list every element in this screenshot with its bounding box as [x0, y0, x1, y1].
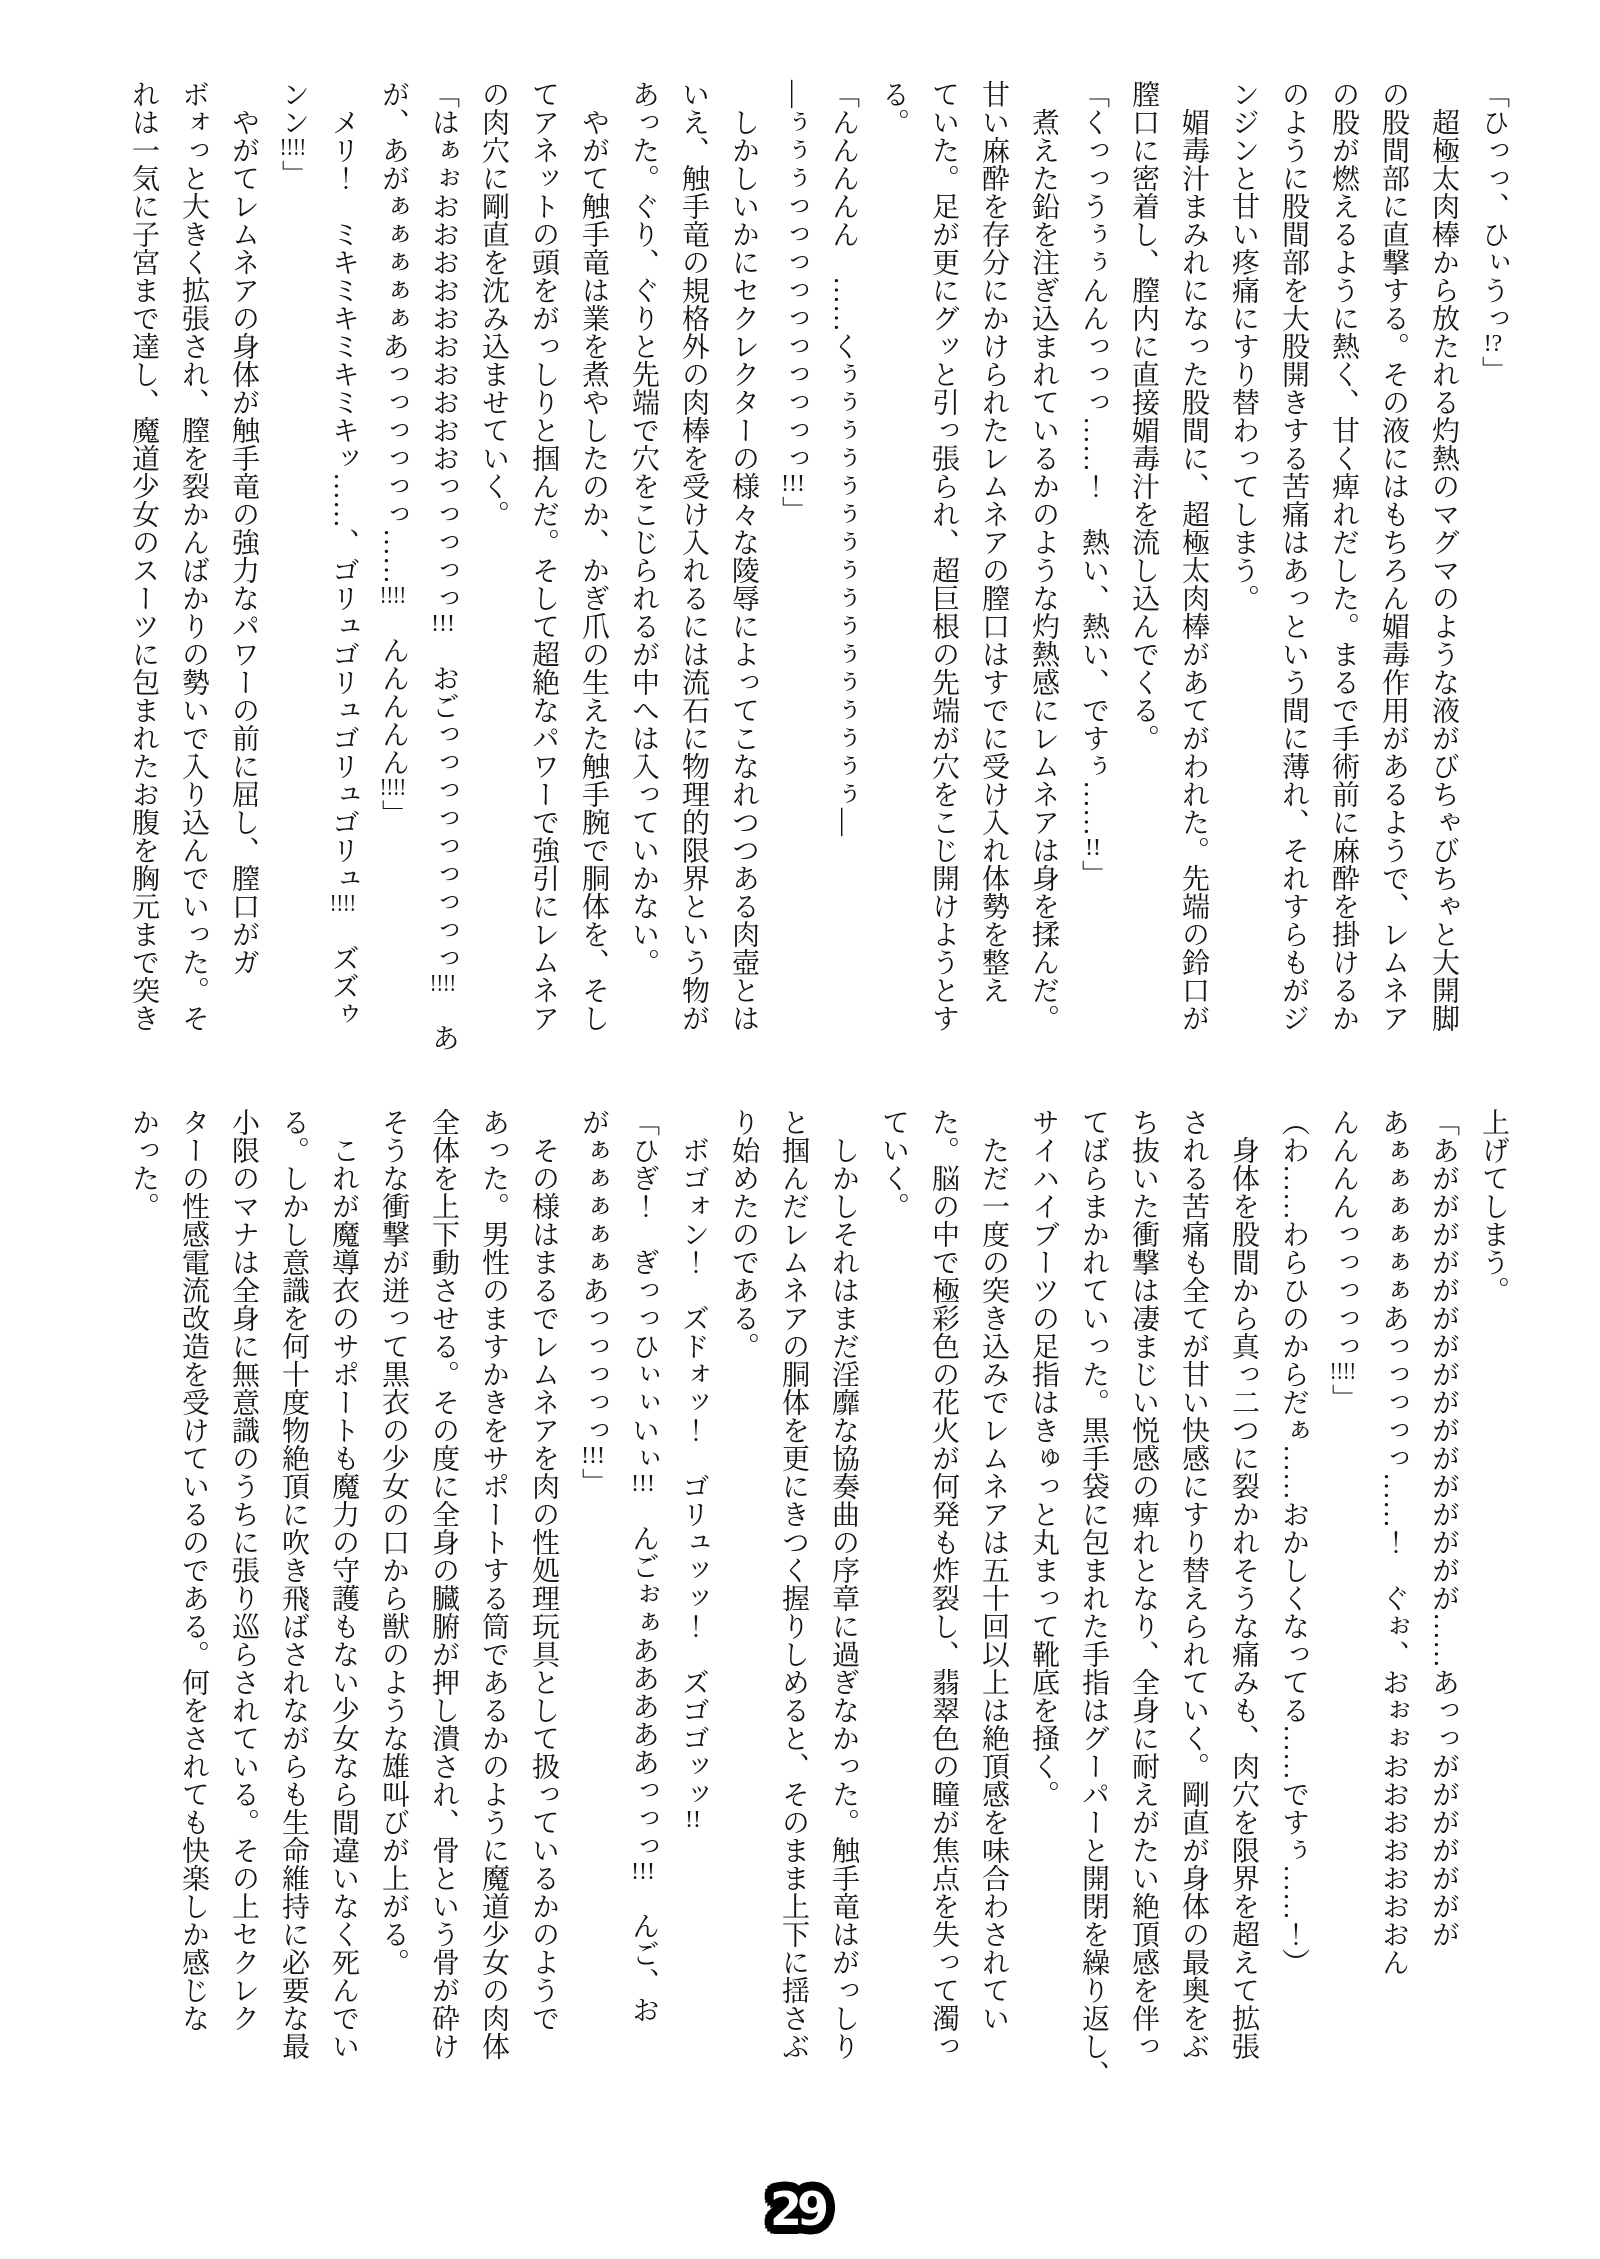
tatechuyoko-exclamation: !!!!: [279, 136, 307, 160]
tatechuyoko-exclamation: !!!: [431, 612, 455, 636]
text-line: 全体を上下動させる。その度に全身の臓腑が押し潰され、骨という骨が砕け: [428, 1108, 459, 2060]
text-line: ち抜いた衝撃は凄まじい悦感の痺れとなり、全身に耐えがたい絶頂感を伴っ: [1128, 1108, 1159, 2060]
text-line: の肉穴に剛直を沈み込ませていく。: [478, 80, 509, 528]
text-line: 「あがががががががががががががががが……あっっががががががが: [1428, 1108, 1459, 1948]
text-line: り始めたのである。: [728, 1108, 759, 1360]
text-line: ンン!!!!」: [278, 80, 309, 188]
text-line: 膣口に密着し、膣内に直接媚毒汁を流し込んでくる。: [1128, 80, 1159, 752]
text-line: が、あがぁぁぁぁぁあっっっっっっ……!!!! んんんんん!!!!」: [378, 80, 409, 828]
text-line: る。しかし意識を何十度物絶頂に吹き飛ばされながらも生命維持に必要な最: [278, 1108, 309, 2060]
text-line: れは一気に子宮まで達し、魔道少女のスーツに包まれたお腹を胸元まで突き: [128, 80, 159, 1032]
tatechuyoko-exclamation: !!!: [631, 1472, 655, 1496]
text-line: の股が燃えるように熱く、甘く痺れだした。まるで手術前に麻酔を掛けるか: [1328, 80, 1359, 1032]
text-line: あった。ぐり、ぐりと先端で穴をこじられるが中へは入っていかない。: [628, 80, 659, 976]
tatechuyoko-exclamation: !!: [1085, 836, 1101, 860]
top-text-block: [106, 80, 1518, 1060]
tatechuyoko-exclamation: !!!!: [1329, 1360, 1357, 1384]
text-line: 超極太肉棒から放たれる灼熱のマグマのような液がびちゃびちゃと大開脚: [1428, 80, 1459, 1032]
page-number: 29: [769, 2182, 824, 2236]
text-line: ターの性感電流改造を受けているのである。何をされても快楽しか感じな: [178, 1108, 209, 2032]
tatechuyoko-exclamation: !?: [1483, 332, 1503, 356]
text-line: （わ……わらひのからだぁ……おかしくなってる……ですぅ……！）: [1278, 1108, 1309, 1976]
text-line: と掴んだレムネアの胴体を更にきつく握りしめると、そのまま上下に揺さぶ: [778, 1108, 809, 2060]
text-line: しかしそれはまだ淫靡な協奏曲の序章に過ぎなかった。触手竜はがっしり: [828, 1108, 859, 2060]
text-line: 媚毒汁まみれになった股間に、超極太肉棒があてがわれた。先端の鈴口が: [1178, 80, 1209, 1032]
text-line: そうな衝撃が迸って黒衣の少女の口から獣のような雄叫びが上がる。: [378, 1108, 409, 1976]
text-line: ンジンと甘い疼痛にすり替わってしまう。: [1228, 80, 1259, 612]
tatechuyoko-exclamation: !!!!: [329, 892, 357, 916]
tatechuyoko-exclamation: !!!: [631, 1859, 655, 1884]
text-line: た。脳の中で極彩色の花火が何発も炸裂し、翡翠色の瞳が焦点を失って濁っ: [928, 1108, 959, 2060]
text-line: される苦痛も全てが甘い快感にすり替えられていく。剛直が身体の最奥をぶ: [1178, 1108, 1209, 2060]
text-line: 「くっっうぅぅんんっっっ……！ 熱い、熱い、ですぅ……!!」: [1078, 80, 1109, 888]
text-line: メリ！ ミキミキミキミキッ……、ゴリュゴリュゴリュゴリュ!!!! ズズゥ: [328, 80, 359, 1028]
text-line: ボォっと大きく拡張され、膣を裂かんばかりの勢いで入り込んでいった。そ: [178, 80, 209, 1032]
text-line: あった。男性のますかきをサポートする筒であるかのように魔道少女の肉体: [478, 1108, 509, 2060]
text-line: 「はぁぉおおおおおおおおおおっっっっっ!!! おごっっっっっっっっっ!!!! あ: [428, 80, 459, 1052]
text-line: てアネットの頭をがっしりと掴んだ。そして超絶なパワーで強引にレムネア: [528, 80, 559, 1032]
text-line: ていた。足が更にグッと引っ張られ、超巨根の先端が穴をこじ開けようとす: [928, 80, 959, 1032]
text-line: かった。: [128, 1108, 159, 1220]
text-line: がぁぁぁぁぁあっっっっっ!!!」: [578, 1108, 609, 1496]
tatechuyoko-exclamation: !!!!: [379, 775, 407, 800]
text-line: 煮えた鉛を注ぎ込まれているかのような灼熱感にレムネアは身を揉んだ。: [1028, 80, 1059, 1032]
text-line: ていく。: [878, 1108, 909, 1220]
text-line: 「ひぎ！ ぎっっひぃぃいぃ!!! んごぉぁあああああっっっ!!! んご、お: [628, 1108, 659, 2024]
text-line: 「んんんんん ……くぅぅぅぅぅぅぅぅぅぅぅぅぅぅぅぅ―: [828, 80, 859, 836]
text-line: やがて触手竜は業を煮やしたのか、かぎ爪の生えた触手腕で胴体を、そし: [578, 80, 609, 1032]
text-line: ―ぅぅぅっっっっっっっっっっ!!!」: [778, 80, 809, 524]
text-line: 甘い麻酔を存分にかけられたレムネアの膣口はすでに受け入れ体勢を整え: [978, 80, 1009, 1004]
tatechuyoko-exclamation: !!: [685, 1808, 701, 1832]
text-line: あぁぁぁぁぁぁあっっっっっ……！ ぐぉ、おぉぉおおおおおおおん: [1378, 1108, 1409, 1976]
text-line: 「ひっっ、ひぃうっ!?」: [1478, 80, 1509, 384]
text-line: 小限のマナは全身に無意識のうちに張り巡らされている。その上セクレク: [228, 1108, 259, 2032]
text-line: のように股間部を大股開きする苦痛はあっという間に薄れ、それすらもがジ: [1278, 80, 1309, 1032]
text-line: サイハイブーツの足指はきゅっと丸まって靴底を掻く。: [1028, 1108, 1059, 1808]
text-line: これが魔導衣のサポートも魔力の守護もない少女なら間違いなく死んでい: [328, 1108, 359, 2060]
text-line: る。: [878, 80, 909, 136]
text-line: その様はまるでレムネアを肉の性処理玩具として扱っているかのようで: [528, 1108, 559, 2032]
text-line: ただ一度の突き込みでレムネアは五十回以上は絶頂感を味合わされてい: [978, 1108, 1009, 2032]
text-line: いえ、触手竜の規格外の肉棒を受け入れるには流石に物理的限界という物が: [678, 80, 709, 1032]
tatechuyoko-exclamation: !!!!: [379, 584, 407, 608]
text-line: 身体を股間から真っ二つに裂かれそうな痛みも、肉穴を限界を超えて拡張: [1228, 1108, 1259, 2060]
text-line: の股間部に直撃する。その液にはもちろん媚毒作用があるようで、レムネア: [1378, 80, 1409, 1032]
text-line: ボゴォン！ ズドォッ！ ゴリュッッ！ ズゴゴッッ!!: [678, 1108, 709, 1832]
text-line: んんんんっっっっっ!!!!」: [1328, 1108, 1359, 1412]
tatechuyoko-exclamation: !!!: [781, 472, 805, 496]
bottom-text-block: [106, 1108, 1518, 2088]
text-line: てばらまかれていった。黒手袋に包まれた手指はグーパーと開閉を繰り返し、: [1078, 1108, 1109, 2088]
text-line: しかしいかにセクレクターの様々な陵辱によってこなれつつある肉壺とは: [728, 80, 759, 1032]
tatechuyoko-exclamation: !!!!: [429, 971, 457, 996]
text-line: やがてレムネアの身体が触手竜の強力なパワーの前に屈し、膣口がガ: [228, 80, 259, 976]
text-line: 上げてしまう。: [1478, 1108, 1509, 1304]
tatechuyoko-exclamation: !!!: [581, 1444, 605, 1468]
